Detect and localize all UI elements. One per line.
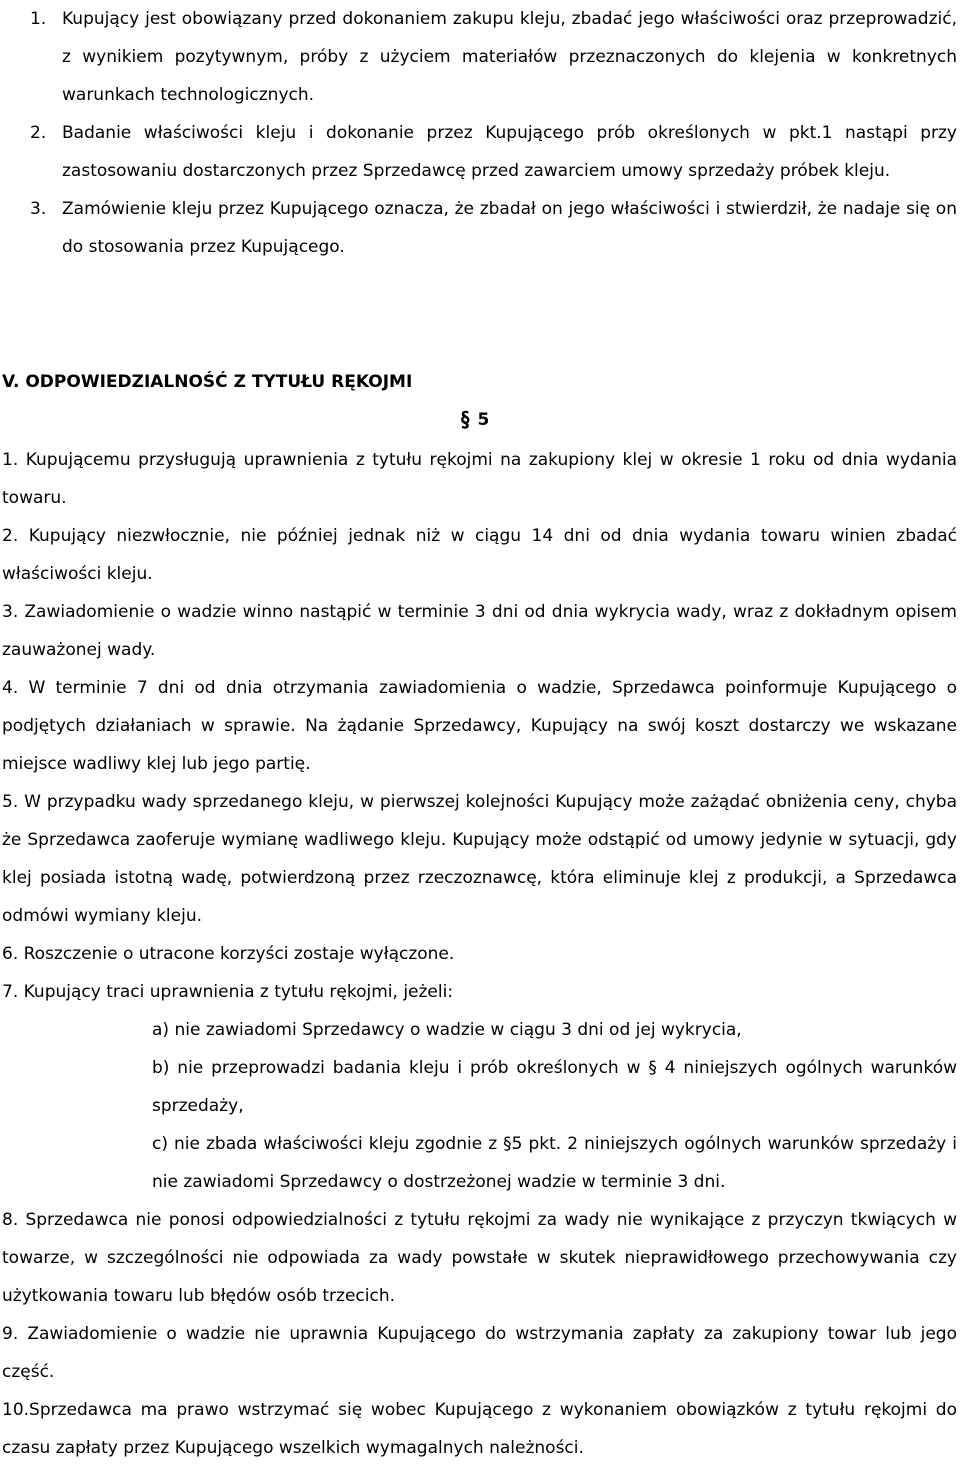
paragraph-number: 5: [477, 410, 490, 430]
warranty-item: 7. Kupujący traci uprawnienia z tytułu rękojmi, jeżeli:: [2, 982, 454, 1002]
intro-list: [30, 0, 957, 266]
intro-item: [30, 0, 957, 114]
section-heading: V. ODPOWIEDZIALNOŚĆ Z TYTUŁU RĘKOJMI: [2, 372, 413, 392]
warranty-item: 9. Zawiadomienie o wadzie nie uprawnia Kupującego do wstrzymania zapłaty za zakupiony towar lub jego część.: [2, 1324, 957, 1382]
section-sign-icon: §: [461, 407, 470, 433]
warranty-item: 5. W przypadku wady sprzedanego kleju, w pierwszej kolejności Kupujący może zażądać obniżenia ceny, chyba że Sprzedawca zaoferuje wymianę wadliwego kleju. Kupujący może odstąpić od umowy jedynie w sytuacji, gdy klej posiada istotną wadę, potwierdzoną przez rzeczoznawcę, która eliminuje klej z produkcji, a Sprzedawca odmówi wymiany kleju.: [2, 792, 957, 926]
sub-item: c) nie zbada właściwości kleju zgodnie z §5 pkt. 2 niniejszych ogólnych warunków sprzedaży i nie zawiadomi Sprzedawcy o dostrzeżonej wadzie w terminie 3 dni.: [152, 1134, 957, 1192]
loss-of-rights-list: [2, 1011, 957, 1201]
sub-item: a) nie zawiadomi Sprzedawcy o wadzie w ciągu 3 dni od jej wykrycia,: [152, 1020, 742, 1040]
warranty-item: 1. Kupującemu przysługują uprawnienia z tytułu rękojmi na zakupiony klej w okresie 1 roku od dnia wydania towaru.: [2, 450, 957, 508]
warranty-item: 4. W terminie 7 dni od dnia otrzymania zawiadomienia o wadzie, Sprzedawca poinformuje Kupującego o podjętych działaniach w sprawie. Na żądanie Sprzedawcy, Kupujący na swój koszt dostarczy we wskazane miejsce wadliwy klej lub jego partię.: [2, 678, 957, 774]
warranty-item: 10.Sprzedawca ma prawo wstrzymać się wobec Kupującego z wykonaniem obowiązków z tytułu rękojmi do czasu zapłaty przez Kupującego wszelkich wymagalnych należności.: [2, 1400, 957, 1458]
intro-item-number: 1.: [30, 9, 47, 29]
intro-item-text: Kupujący jest obowiązany przed dokonaniem zakupu kleju, zbadać jego właściwości oraz przeprowadzić, z wynikiem pozytywnym, próby z użyciem materiałów przeznaczonych do klejenia w konkretnych warunkach technologicznych.: [62, 9, 957, 105]
warranty-item: 2. Kupujący niezwłocznie, nie później jednak niż w ciągu 14 dni od dnia wydania towaru winien zbadać właściwości kleju.: [2, 526, 957, 584]
sub-item: b) nie przeprowadzi badania kleju i prób określonych w § 4 niniejszych ogólnych warunków sprzedaży,: [152, 1058, 957, 1116]
intro-item: [30, 114, 957, 190]
intro-item-text: Zamówienie kleju przez Kupującego oznacza, że zbadał on jego właściwości i stwierdził, że nadaje się on do stosowania przez Kupującego.: [62, 199, 957, 257]
warranty-item: 6. Roszczenie o utracone korzyści zostaje wyłączone.: [2, 944, 455, 964]
intro-item-text: Badanie właściwości kleju i dokonanie przez Kupującego prób określonych w pkt.1 nastąpi przy zastosowaniu dostarczonych przez Sprzedawcę przed zawarciem umowy sprzedaży próbek kleju.: [62, 123, 957, 181]
intro-item-number: 3.: [30, 199, 47, 219]
warranty-list: [2, 441, 957, 1467]
paragraph-marker: [461, 404, 489, 436]
warranty-item: 3. Zawiadomienie o wadzie winno nastąpić w terminie 3 dni od dnia wykrycia wady, wraz z dokładnym opisem zauważonej wady.: [2, 602, 957, 660]
intro-item: [30, 190, 957, 266]
intro-item-number: 2.: [30, 123, 47, 143]
warranty-item: 8. Sprzedawca nie ponosi odpowiedzialności z tytułu rękojmi za wady nie wynikające z przyczyn tkwiących w towarze, w szczególności nie odpowiada za wady powstałe w skutek nieprawidłowego przechowywania czy użytkowania towaru lub błędów osób trzecich.: [2, 1210, 957, 1306]
